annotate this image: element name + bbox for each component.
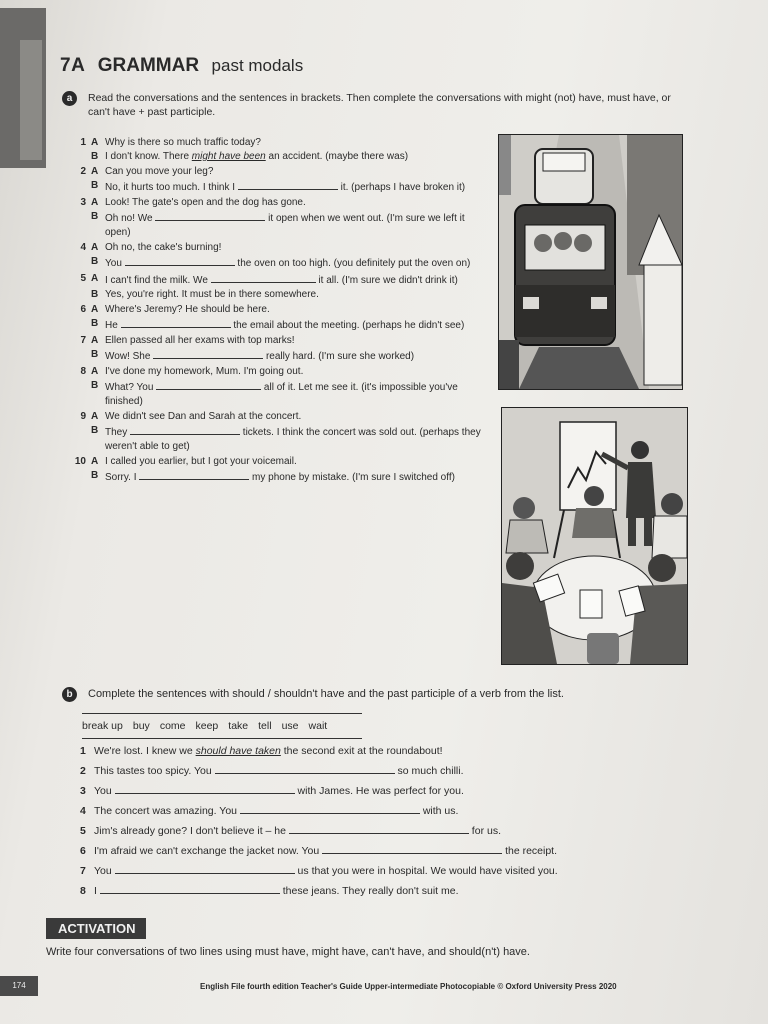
answer-blank[interactable] — [130, 424, 240, 435]
line-text: Yes, you're right. It must be in there somewhere. — [105, 289, 319, 300]
speaker-a-line — [68, 365, 488, 379]
speaker-a-line — [68, 334, 488, 348]
speaker-b-line — [68, 348, 488, 364]
speaker-b-label: B — [91, 211, 99, 222]
sentence-post: us that you were in hospital. We would have visited you. — [294, 865, 558, 877]
sentence-text — [94, 801, 458, 821]
speaker-b-line — [68, 424, 488, 454]
speaker-a-text — [105, 165, 488, 179]
speaker-b-line — [68, 317, 488, 333]
sentence-post: with us. — [419, 805, 459, 817]
conversation-item — [68, 241, 488, 271]
line-text-post: it open when we went out. (I'm sure we left it open) — [105, 213, 465, 238]
sentence-pre: This tastes too spicy. You — [94, 765, 215, 777]
answer-blank[interactable] — [238, 179, 338, 190]
line-text-pre: No, it hurts too much. I think I — [105, 182, 238, 193]
lesson-code: 7A — [60, 55, 86, 76]
word-option: buy — [132, 720, 150, 732]
conversation-item — [68, 410, 488, 454]
sentence-pre: You — [94, 785, 115, 797]
sentence-number: 6 — [80, 845, 86, 857]
line-text-pre: Sorry. I — [105, 472, 140, 483]
speaker-a-line — [68, 196, 488, 210]
title-sub: past modals — [211, 56, 304, 75]
speaker-a-label: A — [91, 137, 99, 148]
item-number-spacer — [68, 150, 86, 164]
word-option: keep — [195, 720, 219, 732]
line-text: I called you earlier, but I got your voicemail. — [105, 456, 297, 467]
sentence-number: 8 — [80, 885, 86, 897]
conversation-item — [68, 196, 488, 240]
line-text-pre: I can't find the milk. We — [105, 275, 211, 286]
speaker-a-text — [105, 334, 488, 348]
traffic-illustration — [498, 134, 683, 390]
instruction-b — [62, 687, 702, 701]
speaker-b-label: B — [91, 180, 99, 191]
speaker-b-line — [68, 210, 488, 240]
speaker-b-line — [68, 255, 488, 271]
line-text-post: the email about the meeting. (perhaps he didn't see) — [230, 320, 465, 331]
sentence-item — [80, 821, 680, 841]
line-text-pre: He — [105, 320, 121, 331]
speaker-b-text — [105, 424, 488, 454]
line-text-post: tickets. I think the concert was sold out. (perhaps they weren't able to get) — [105, 427, 481, 452]
line-text: Ellen passed all her exams with top marks! — [105, 335, 295, 346]
sentence-item — [80, 741, 680, 761]
line-text-post: all of it. Let me see it. (it's impossible you've finished) — [105, 382, 458, 407]
footer-text: English File fourth edition Teacher's Guide Upper-intermediate Photocopiable © Oxford University Press 2020 — [200, 982, 617, 991]
conversation-item — [68, 455, 488, 485]
conversation-list — [68, 136, 488, 486]
word-option: wait — [308, 720, 328, 732]
sentence-post: these jeans. They really don't suit me. — [279, 885, 459, 897]
speaker-a-line — [68, 272, 488, 288]
section-b-marker: b — [62, 687, 77, 702]
speaker-b-text — [105, 469, 488, 485]
speaker-a-label: A — [91, 366, 99, 377]
example-answer: might have been — [191, 151, 266, 162]
speaker-a-label: A — [91, 411, 99, 422]
answer-blank[interactable] — [211, 272, 316, 283]
sentence-post: for us. — [468, 825, 501, 837]
line-text-post: really hard. (I'm sure she worked) — [263, 351, 415, 362]
speaker-b-label: B — [91, 380, 99, 391]
speaker-a-text — [105, 136, 488, 150]
answer-blank[interactable] — [215, 763, 395, 774]
speaker-b-text — [105, 255, 488, 271]
sentence-item — [80, 801, 680, 821]
item-number: 4 — [80, 242, 86, 253]
speaker-a-text — [105, 196, 488, 210]
answer-blank[interactable] — [121, 317, 231, 328]
answer-blank[interactable] — [155, 210, 265, 221]
item-number-spacer — [68, 179, 86, 195]
sentence-number: 5 — [80, 825, 86, 837]
item-number: 3 — [80, 197, 86, 208]
instruction-a-text: Read the conversations and the sentences in brackets. Then complete the conversations with might (not) have, must have, or can't have + past participle. — [88, 92, 671, 118]
speaker-b-label: B — [91, 289, 99, 300]
speaker-b-line — [68, 179, 488, 195]
page-number: 174 — [0, 976, 38, 996]
sentence-text — [94, 781, 464, 801]
sentence-text — [94, 741, 443, 761]
line-text: I've done my homework, Mum. I'm going out. — [105, 366, 304, 377]
sentence-item — [80, 781, 680, 801]
line-text: We didn't see Dan and Sarah at the concert. — [105, 411, 302, 422]
item-number-spacer — [68, 424, 86, 454]
conversation-item — [68, 136, 488, 164]
item-number: 5 — [80, 273, 86, 284]
section-a-marker: a — [62, 91, 77, 106]
speaker-a-line — [68, 455, 488, 469]
sentence-pre: We're lost. I knew we — [94, 745, 196, 757]
sentence-text — [94, 881, 459, 901]
item-number: 2 — [80, 166, 86, 177]
activation-text: Write four conversations of two lines using must have, might have, can't have, and should(n't) have. — [46, 946, 530, 958]
sentence-pre: Jim's already gone? I don't believe it – he — [94, 825, 289, 837]
item-number: 9 — [80, 411, 86, 422]
sentence-pre: The concert was amazing. You — [94, 805, 240, 817]
conversation-item — [68, 365, 488, 409]
sentence-pre: I'm afraid we can't exchange the jacket now. You — [94, 845, 323, 857]
line-text-post: an accident. (maybe there was) — [265, 151, 409, 162]
answer-blank[interactable] — [322, 843, 502, 854]
answer-blank[interactable] — [100, 883, 280, 894]
speaker-b-text — [105, 150, 488, 164]
line-text: Can you move your leg? — [105, 166, 214, 177]
sentence-pre: I — [94, 885, 100, 897]
speaker-a-line — [68, 136, 488, 150]
conversation-item — [68, 334, 488, 364]
sentence-list — [80, 741, 680, 901]
answer-blank[interactable] — [240, 803, 420, 814]
sentence-item — [80, 761, 680, 781]
item-number-spacer — [68, 317, 86, 333]
sentence-text — [94, 821, 501, 841]
speaker-a-label: A — [91, 166, 99, 177]
speaker-b-label: B — [91, 425, 99, 436]
binding-shadow-inner — [20, 40, 42, 160]
item-number: 1 — [80, 137, 86, 148]
item-number: 7 — [80, 335, 86, 346]
line-text: Look! The gate's open and the dog has gone. — [105, 197, 306, 208]
speaker-a-text — [105, 365, 488, 379]
speaker-a-label: A — [91, 304, 99, 315]
speaker-a-label: A — [91, 456, 99, 467]
speaker-b-label: B — [91, 256, 99, 267]
title-main: GRAMMAR — [97, 55, 200, 76]
speaker-b-text — [105, 348, 488, 364]
speaker-a-text — [105, 241, 488, 255]
activation-label: ACTIVATION — [46, 918, 146, 939]
line-text-pre: I don't know. There — [105, 151, 192, 162]
speaker-a-label: A — [91, 273, 99, 284]
sentence-number: 4 — [80, 805, 86, 817]
word-option: take — [228, 720, 249, 732]
sentence-number: 2 — [80, 765, 86, 777]
sentence-number: 7 — [80, 865, 86, 877]
sentence-text — [94, 841, 557, 861]
speaker-b-text — [105, 288, 488, 302]
speaker-a-text — [105, 455, 488, 469]
sentence-post: with James. He was perfect for you. — [294, 785, 464, 797]
word-option: come — [159, 720, 186, 732]
item-number-spacer — [68, 288, 86, 302]
conversation-item — [68, 165, 488, 195]
sentence-item — [80, 861, 680, 881]
answer-blank[interactable] — [156, 379, 261, 390]
line-text-pre: They — [105, 427, 131, 438]
speaker-a-line — [68, 303, 488, 317]
sentence-post: so much chilli. — [394, 765, 464, 777]
line-text-post: it all. (I'm sure we didn't drink it) — [315, 275, 458, 286]
line-text-post: my phone by mistake. (I'm sure I switched off) — [249, 472, 455, 483]
speaker-a-line — [68, 241, 488, 255]
speaker-a-line — [68, 165, 488, 179]
speaker-b-text — [105, 317, 488, 333]
line-text: Oh no, the cake's burning! — [105, 242, 222, 253]
word-option: break up — [82, 720, 123, 732]
item-number-spacer — [68, 210, 86, 240]
speaker-a-label: A — [91, 335, 99, 346]
line-text-pre: What? You — [105, 382, 157, 393]
sentence-item — [80, 881, 680, 901]
answer-blank[interactable] — [289, 823, 469, 834]
item-number-spacer — [68, 255, 86, 271]
speaker-b-label: B — [91, 349, 99, 360]
instruction-a — [62, 91, 687, 119]
sentence-pre: You — [94, 865, 115, 877]
speaker-a-text — [105, 410, 488, 424]
line-text-post: it. (perhaps I have broken it) — [337, 182, 466, 193]
line-text: Where's Jeremy? He should be here. — [105, 304, 270, 315]
answer-blank[interactable] — [115, 783, 295, 794]
example-answer: should have taken — [195, 745, 281, 757]
speaker-b-label: B — [91, 470, 99, 481]
item-number-spacer — [68, 348, 86, 364]
conversation-item — [68, 303, 488, 333]
answer-blank[interactable] — [139, 469, 249, 480]
speaker-a-text — [105, 303, 488, 317]
sentence-text — [94, 761, 463, 781]
answer-blank[interactable] — [125, 255, 235, 266]
sentence-text — [94, 861, 558, 881]
speaker-b-text — [105, 179, 488, 195]
item-number-spacer — [68, 469, 86, 485]
line-text-pre: You — [105, 258, 125, 269]
speaker-b-label: B — [91, 318, 99, 329]
speaker-a-line — [68, 410, 488, 424]
sentence-number: 3 — [80, 785, 86, 797]
conversation-item — [68, 272, 488, 302]
sentence-number: 1 — [80, 745, 86, 757]
speaker-b-label: B — [91, 151, 99, 162]
word-option: use — [281, 720, 299, 732]
speaker-b-line — [68, 469, 488, 485]
line-text: Why is there so much traffic today? — [105, 137, 261, 148]
sentence-item — [80, 841, 680, 861]
line-text-pre: Oh no! We — [105, 213, 156, 224]
meeting-illustration — [501, 407, 688, 665]
line-text-post: the oven on too high. (you definitely put the oven on) — [234, 258, 471, 269]
answer-blank[interactable] — [115, 863, 295, 874]
sentence-post: the second exit at the roundabout! — [280, 745, 443, 757]
word-list — [82, 713, 362, 739]
word-option: tell — [258, 720, 272, 732]
answer-blank[interactable] — [153, 348, 263, 359]
item-number-spacer — [68, 379, 86, 409]
page-title — [60, 55, 303, 81]
speaker-a-text — [105, 272, 488, 288]
speaker-b-text — [105, 379, 488, 409]
item-number: 10 — [74, 456, 86, 467]
item-number: 8 — [80, 366, 86, 377]
item-number: 6 — [80, 304, 86, 315]
speaker-a-label: A — [91, 197, 99, 208]
instruction-b-text: Complete the sentences with should / shouldn't have and the past participle of a verb from the list. — [88, 688, 564, 700]
sentence-post: the receipt. — [502, 845, 558, 857]
speaker-b-text — [105, 210, 488, 240]
speaker-a-label: A — [91, 242, 99, 253]
line-text-pre: Wow! She — [105, 351, 154, 362]
speaker-b-line — [68, 288, 488, 302]
speaker-b-line — [68, 379, 488, 409]
speaker-b-line — [68, 150, 488, 164]
